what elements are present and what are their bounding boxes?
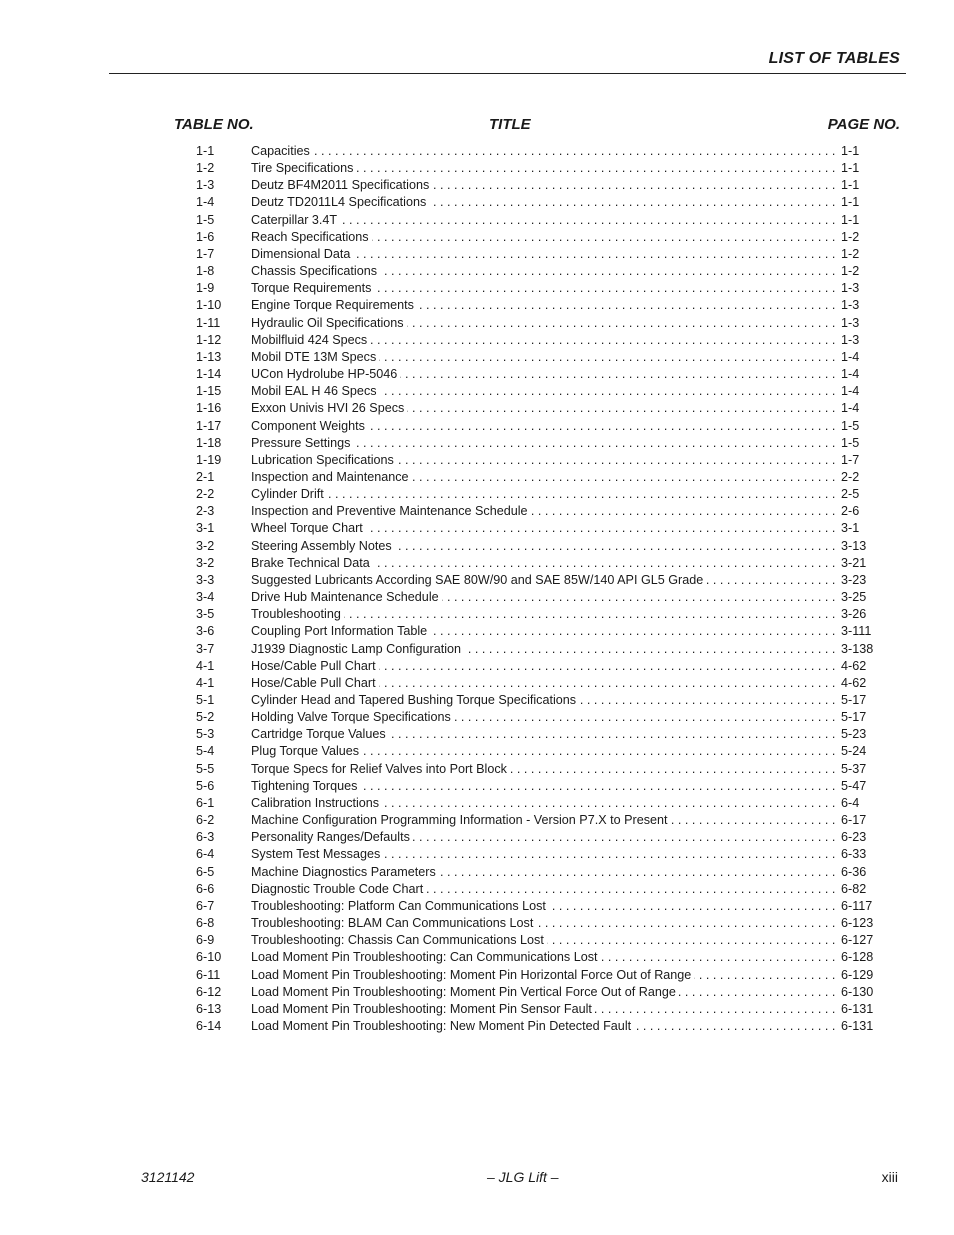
- table-row[interactable]: [196, 812, 876, 829]
- table-number: 6-10: [196, 950, 222, 965]
- table-row[interactable]: [196, 743, 876, 760]
- dot-leader: [251, 400, 836, 417]
- table-title: Load Moment Pin Troubleshooting: New Moment Pin Detected Fault: [251, 1019, 634, 1033]
- table-row[interactable]: [196, 829, 876, 846]
- table-row[interactable]: [196, 315, 876, 332]
- table-page: 6-130: [841, 984, 874, 999]
- table-title: J1939 Diagnostic Lamp Configuration: [251, 642, 464, 656]
- dot-leader: [251, 829, 836, 846]
- table-row[interactable]: [196, 418, 876, 435]
- table-title: Troubleshooting: [251, 607, 344, 621]
- table-row[interactable]: [196, 864, 876, 881]
- table-page: 6-128: [841, 950, 874, 965]
- column-header-title: TITLE: [489, 116, 531, 133]
- table-page: 1-1: [841, 178, 860, 193]
- table-page: 3-13: [841, 538, 867, 553]
- table-page: 2-6: [841, 504, 860, 519]
- dot-leader: [251, 332, 836, 349]
- table-title: Lubrication Specifications: [251, 453, 397, 467]
- dot-leader: [251, 418, 836, 435]
- table-number: 3-5: [196, 607, 215, 622]
- table-title: Chassis Specifications: [251, 264, 380, 278]
- table-row[interactable]: [196, 212, 876, 229]
- table-number: 1-9: [196, 281, 215, 296]
- table-page: 1-4: [841, 401, 860, 416]
- table-title: Suggested Lubricants According SAE 80W/90 and SAE 85W/140 API GL5 Grade: [251, 573, 706, 587]
- table-title: Mobil DTE 13M Specs: [251, 350, 379, 364]
- page-header-title: LIST OF TABLES: [768, 50, 900, 67]
- table-number: 5-5: [196, 761, 215, 776]
- table-page: 5-17: [841, 710, 867, 725]
- table-number: 6-9: [196, 933, 215, 948]
- table-page: 6-23: [841, 830, 867, 845]
- table-page: 5-37: [841, 761, 867, 776]
- table-row[interactable]: [196, 349, 876, 366]
- table-title: Exxon Univis HVI 26 Specs: [251, 401, 407, 415]
- table-title: Cylinder Head and Tapered Bushing Torque Specifications: [251, 693, 579, 707]
- table-number: 6-13: [196, 1001, 222, 1016]
- table-number: 1-8: [196, 264, 215, 279]
- table-number: 5-2: [196, 710, 215, 725]
- table-title: Capacities: [251, 144, 313, 158]
- dot-leader: [251, 366, 836, 383]
- table-row[interactable]: [196, 984, 876, 1001]
- dot-leader: [251, 761, 836, 778]
- table-title: Coupling Port Information Table: [251, 624, 430, 638]
- table-row[interactable]: [196, 194, 876, 211]
- dot-leader: [251, 932, 836, 949]
- table-page: 1-4: [841, 367, 860, 382]
- table-page: 6-17: [841, 813, 867, 828]
- dot-leader: [251, 795, 836, 812]
- table-page: 1-1: [841, 161, 860, 176]
- table-number: 1-13: [196, 349, 222, 364]
- dot-leader: [251, 967, 836, 984]
- table-title: Pressure Settings: [251, 436, 353, 450]
- table-number: 1-19: [196, 452, 222, 467]
- table-row[interactable]: [196, 435, 876, 452]
- table-page: 3-26: [841, 607, 867, 622]
- table-row[interactable]: [196, 246, 876, 263]
- table-number: 6-2: [196, 813, 215, 828]
- table-title: Dimensional Data: [251, 247, 353, 261]
- table-title: Hydraulic Oil Specifications: [251, 316, 407, 330]
- table-number: 1-10: [196, 298, 222, 313]
- table-page: 1-3: [841, 281, 860, 296]
- dot-leader: [251, 160, 836, 177]
- dot-leader: [251, 726, 836, 743]
- table-row[interactable]: [196, 761, 876, 778]
- dot-leader: [251, 246, 836, 263]
- list-of-tables: [196, 143, 876, 1035]
- table-row[interactable]: [196, 778, 876, 795]
- table-number: 1-16: [196, 401, 222, 416]
- dot-leader: [251, 606, 836, 623]
- table-row[interactable]: [196, 520, 876, 537]
- table-page: 3-25: [841, 590, 867, 605]
- table-page: 1-2: [841, 229, 860, 244]
- table-title: Plug Torque Values: [251, 744, 362, 758]
- dot-leader: [251, 194, 836, 211]
- dot-leader: [251, 503, 836, 520]
- table-number: 1-17: [196, 418, 222, 433]
- table-title: Engine Torque Requirements: [251, 298, 417, 312]
- dot-leader: [251, 452, 836, 469]
- dot-leader: [251, 915, 836, 932]
- table-row[interactable]: [196, 160, 876, 177]
- table-page: 6-4: [841, 795, 860, 810]
- table-page: 1-1: [841, 144, 860, 158]
- table-page: 4-62: [841, 658, 867, 673]
- table-number: 4-1: [196, 675, 215, 690]
- table-page: 6-131: [841, 1001, 874, 1016]
- table-title: System Test Messages: [251, 847, 383, 861]
- table-page: 1-2: [841, 264, 860, 279]
- table-row[interactable]: [196, 469, 876, 486]
- table-title: Tightening Torques: [251, 779, 360, 793]
- table-row[interactable]: [196, 846, 876, 863]
- table-number: 6-5: [196, 864, 215, 879]
- table-row[interactable]: [196, 263, 876, 280]
- dot-leader: [251, 486, 836, 503]
- table-title: Diagnostic Trouble Code Chart: [251, 882, 426, 896]
- table-row[interactable]: [196, 949, 876, 966]
- table-row[interactable]: [196, 709, 876, 726]
- dot-leader: [251, 743, 836, 760]
- footer-page-number: xiii: [881, 1169, 898, 1185]
- table-number: 6-14: [196, 1018, 222, 1033]
- table-number: 1-14: [196, 367, 222, 382]
- table-title: Wheel Torque Chart: [251, 521, 366, 535]
- dot-leader: [251, 469, 836, 486]
- table-row[interactable]: [196, 623, 876, 640]
- table-row[interactable]: [196, 400, 876, 417]
- table-title: Troubleshooting: BLAM Can Communications Lost: [251, 916, 536, 930]
- table-row[interactable]: [196, 795, 876, 812]
- table-page: 6-123: [841, 916, 874, 931]
- dot-leader: [251, 263, 836, 280]
- dot-leader: [251, 623, 836, 640]
- dot-leader: [251, 555, 836, 572]
- dot-leader: [251, 692, 836, 709]
- table-row[interactable]: [196, 297, 876, 314]
- dot-leader: [251, 297, 836, 314]
- table-title: Brake Technical Data: [251, 556, 373, 570]
- table-number: 6-6: [196, 881, 215, 896]
- table-page: 5-47: [841, 778, 867, 793]
- table-row[interactable]: [196, 555, 876, 572]
- dot-leader: [251, 435, 836, 452]
- table-page: 1-7: [841, 452, 860, 467]
- table-page: 4-62: [841, 675, 867, 690]
- footer-publisher: – JLG Lift –: [487, 1169, 559, 1185]
- table-page: 1-5: [841, 418, 860, 433]
- dot-leader: [251, 315, 836, 332]
- dot-leader: [251, 177, 836, 194]
- dot-leader: [251, 1001, 836, 1018]
- table-row[interactable]: [196, 589, 876, 606]
- table-row[interactable]: [196, 692, 876, 709]
- table-page: 2-5: [841, 487, 860, 502]
- table-title: Hose/Cable Pull Chart: [251, 676, 379, 690]
- table-title: Steering Assembly Notes: [251, 539, 395, 553]
- table-page: 3-111: [841, 624, 872, 639]
- table-row[interactable]: [196, 503, 876, 520]
- table-number: 1-18: [196, 435, 222, 450]
- table-page: 6-127: [841, 933, 874, 948]
- table-row[interactable]: [196, 1001, 876, 1018]
- table-page: 1-3: [841, 298, 860, 313]
- table-title: Torque Specs for Relief Valves into Port Block: [251, 762, 510, 776]
- dot-leader: [251, 864, 836, 881]
- table-page: 6-82: [841, 881, 867, 896]
- table-page: 3-138: [841, 641, 874, 656]
- table-title: Cylinder Drift: [251, 487, 327, 501]
- table-row[interactable]: [196, 452, 876, 469]
- table-title: Deutz BF4M2011 Specifications: [251, 178, 432, 192]
- table-number: 6-1: [196, 795, 215, 810]
- dot-leader: [251, 778, 836, 795]
- table-row[interactable]: [196, 675, 876, 692]
- table-page: 6-33: [841, 847, 867, 862]
- table-title: Reach Specifications: [251, 230, 372, 244]
- table-title: Deutz TD2011L4 Specifications: [251, 195, 429, 209]
- table-title: Component Weights: [251, 419, 368, 433]
- dot-leader: [251, 658, 836, 675]
- table-number: 1-5: [196, 212, 215, 227]
- dot-leader: [251, 984, 836, 1001]
- table-title: Torque Requirements: [251, 281, 374, 295]
- table-number: 1-7: [196, 246, 215, 261]
- table-number: 6-4: [196, 847, 215, 862]
- table-page: 5-23: [841, 727, 867, 742]
- table-title: Machine Diagnostics Parameters: [251, 865, 439, 879]
- column-header-table-no: TABLE NO.: [174, 116, 254, 133]
- table-page: 1-1: [841, 212, 860, 227]
- table-title: Holding Valve Torque Specifications: [251, 710, 454, 724]
- dot-leader: [251, 1018, 836, 1035]
- table-row[interactable]: [196, 915, 876, 932]
- table-page: 6-117: [841, 898, 873, 913]
- table-page: 1-2: [841, 246, 860, 261]
- table-number: 1-6: [196, 229, 215, 244]
- table-page: 1-5: [841, 435, 860, 450]
- table-title: Troubleshooting: Chassis Can Communications Lost: [251, 933, 547, 947]
- dot-leader: [251, 212, 836, 229]
- table-number: 2-3: [196, 504, 215, 519]
- table-number: 5-3: [196, 727, 215, 742]
- table-number: 1-12: [196, 332, 222, 347]
- table-title: Machine Configuration Programming Information - Version P7.X to Present: [251, 813, 671, 827]
- header-divider: [109, 73, 906, 74]
- table-title: Mobil EAL H 46 Specs: [251, 384, 380, 398]
- table-title: Troubleshooting: Platform Can Communications Lost: [251, 899, 549, 913]
- table-row[interactable]: [196, 229, 876, 246]
- table-row[interactable]: [196, 332, 876, 349]
- dot-leader: [251, 280, 836, 297]
- table-title: Caterpillar 3.4T: [251, 213, 340, 227]
- table-number: 6-7: [196, 898, 215, 913]
- table-row[interactable]: [196, 177, 876, 194]
- table-number: 5-6: [196, 778, 215, 793]
- table-page: 1-4: [841, 384, 860, 399]
- table-page: 2-2: [841, 469, 860, 484]
- table-number: 3-4: [196, 590, 215, 605]
- table-row[interactable]: [196, 143, 876, 160]
- table-number: 3-1: [196, 521, 215, 536]
- table-page: 6-131: [841, 1018, 874, 1033]
- dot-leader: [251, 520, 836, 537]
- dot-leader: [251, 881, 836, 898]
- dot-leader: [251, 898, 836, 915]
- table-number: 6-8: [196, 916, 215, 931]
- table-number: 5-1: [196, 693, 215, 707]
- table-row[interactable]: [196, 383, 876, 400]
- table-number: 3-2: [196, 555, 215, 570]
- dot-leader: [251, 229, 836, 246]
- table-number: 3-6: [196, 624, 215, 639]
- table-row[interactable]: [196, 572, 876, 589]
- table-title: Inspection and Maintenance: [251, 470, 412, 484]
- table-number: 6-11: [196, 967, 221, 982]
- dot-leader: [251, 812, 836, 829]
- table-title: Tire Specifications: [251, 161, 356, 175]
- dot-leader: [251, 641, 836, 658]
- table-number: 4-1: [196, 658, 215, 673]
- table-page: 6-36: [841, 864, 867, 879]
- table-number: 3-7: [196, 641, 215, 656]
- table-title: Hose/Cable Pull Chart: [251, 659, 379, 673]
- dot-leader: [251, 675, 836, 692]
- dot-leader: [251, 709, 836, 726]
- table-row[interactable]: [196, 898, 876, 915]
- table-page: 3-21: [841, 555, 867, 570]
- table-title: UCon Hydrolube HP-5046: [251, 367, 400, 381]
- table-number: 6-3: [196, 830, 215, 845]
- table-number: 1-2: [196, 161, 215, 176]
- dot-leader: [251, 538, 836, 555]
- table-number: 2-2: [196, 487, 215, 502]
- table-title: Load Moment Pin Troubleshooting: Moment Pin Horizontal Force Out of Range: [251, 968, 694, 982]
- dot-leader: [251, 383, 836, 400]
- table-page: 3-23: [841, 572, 867, 587]
- table-title: Calibration Instructions: [251, 796, 382, 810]
- table-row[interactable]: [196, 366, 876, 383]
- footer-document-number: 3121142: [141, 1169, 195, 1185]
- table-number: 3-2: [196, 538, 215, 553]
- table-row[interactable]: [196, 538, 876, 555]
- table-row[interactable]: [196, 1018, 876, 1035]
- table-title: Load Moment Pin Troubleshooting: Can Communications Lost: [251, 950, 601, 964]
- dot-leader: [251, 143, 836, 160]
- table-row[interactable]: [196, 641, 876, 658]
- table-title: Load Moment Pin Troubleshooting: Moment Pin Vertical Force Out of Range: [251, 985, 679, 999]
- table-page: 1-4: [841, 349, 860, 364]
- table-title: Personality Ranges/Defaults: [251, 830, 413, 844]
- table-number: 3-3: [196, 572, 215, 587]
- table-page: 1-3: [841, 332, 860, 347]
- table-number: 2-1: [196, 469, 215, 484]
- table-page: 1-1: [841, 195, 860, 210]
- table-number: 1-1: [196, 144, 215, 158]
- table-title: Cartridge Torque Values: [251, 727, 389, 741]
- table-title: Load Moment Pin Troubleshooting: Moment Pin Sensor Fault: [251, 1002, 595, 1016]
- table-number: 1-15: [196, 384, 222, 399]
- table-number: 1-11: [196, 315, 221, 330]
- table-row[interactable]: [196, 606, 876, 623]
- column-header-page-no: PAGE NO.: [827, 116, 900, 133]
- table-page: 1-3: [841, 315, 860, 330]
- table-number: 6-12: [196, 984, 222, 999]
- table-number: 1-4: [196, 195, 215, 210]
- dot-leader: [251, 949, 836, 966]
- table-row[interactable]: [196, 967, 876, 984]
- table-page: 5-24: [841, 744, 867, 759]
- table-number: 5-4: [196, 744, 215, 759]
- table-title: Drive Hub Maintenance Schedule: [251, 590, 442, 604]
- table-row[interactable]: [196, 726, 876, 743]
- table-page: 5-17: [841, 693, 867, 707]
- table-page: 3-1: [841, 521, 860, 536]
- dot-leader: [251, 349, 836, 366]
- dot-leader: [251, 846, 836, 863]
- table-title: Mobilfluid 424 Specs: [251, 333, 370, 347]
- table-number: 1-3: [196, 178, 215, 193]
- table-row[interactable]: [196, 932, 876, 949]
- table-row[interactable]: [196, 881, 876, 898]
- table-row[interactable]: [196, 486, 876, 503]
- dot-leader: [251, 572, 836, 589]
- dot-leader: [251, 589, 836, 606]
- table-row[interactable]: [196, 280, 876, 297]
- table-page: 6-129: [841, 967, 874, 982]
- table-title: Inspection and Preventive Maintenance Schedule: [251, 504, 531, 518]
- table-row[interactable]: [196, 658, 876, 675]
